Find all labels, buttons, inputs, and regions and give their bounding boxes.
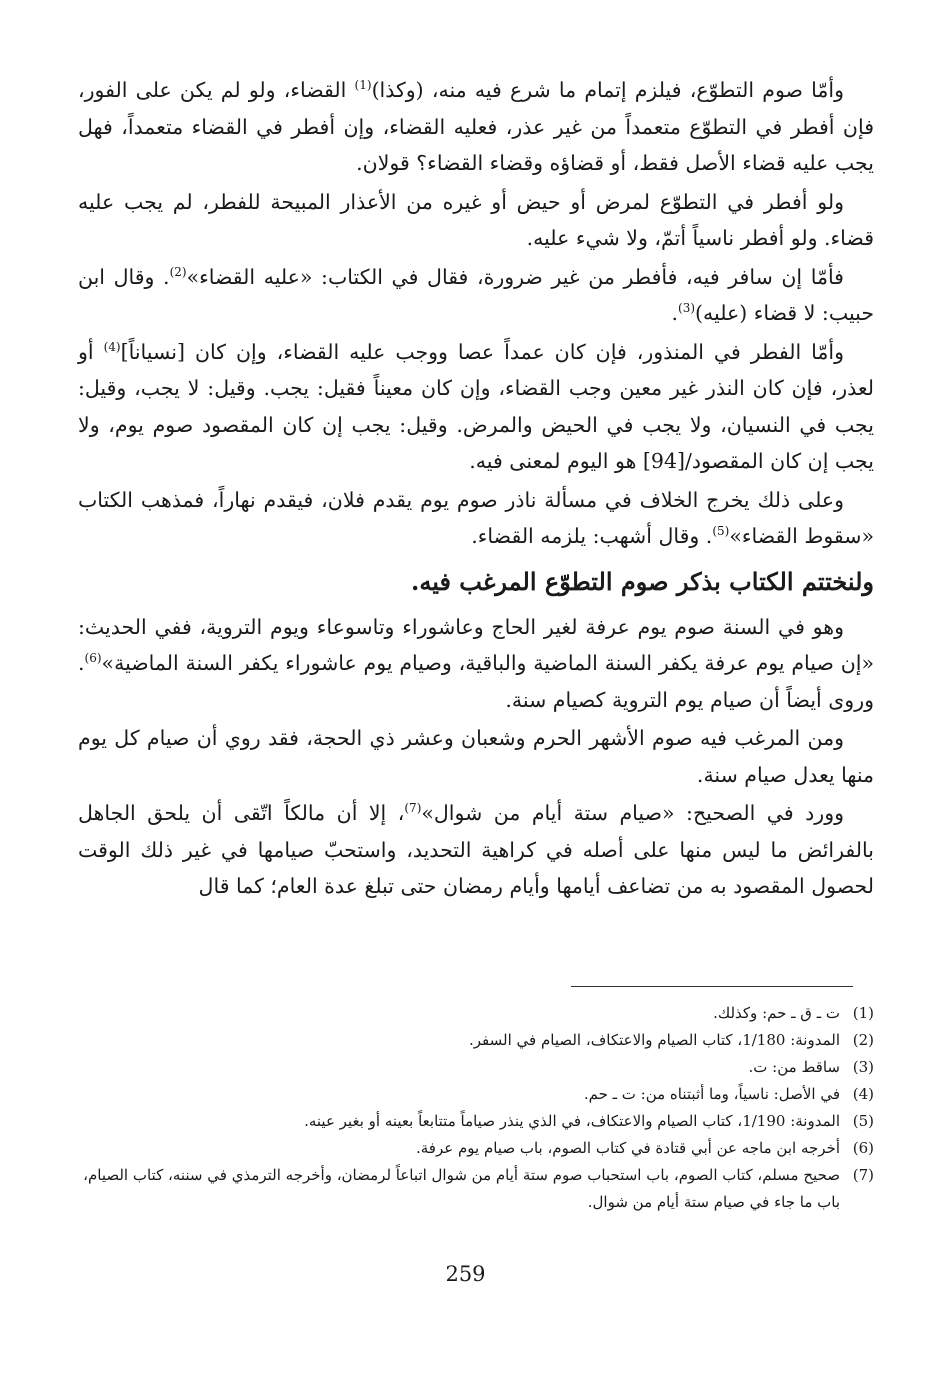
paragraph-2: ولو أفطر في التطوّع لمرض أو حيض أو غيره من الأعذار المبيحة للفطر، لم يجب عليه قضاء. ولو أفطر ناسياً أتمّ، ولا شيء عليه.	[78, 189, 874, 250]
footnote-5: (5) المدونة: 1/190، كتاب الصيام والاعتكاف، في الذي ينذر صياماً متتابعاً بعينه أو بغير عينه.	[304, 1112, 874, 1130]
footnote-ref-1: (1)	[354, 78, 372, 93]
footnotes	[78, 1000, 874, 1216]
footnote-4: (4) في الأصل: ناسياً، وما أثبتناه من: ت ـ حم.	[583, 1085, 874, 1103]
footnote-ref-5: (5)	[712, 524, 730, 539]
paragraph-1: وأمّا صوم التطوّع، فيلزم إتمام ما شرع فيه منه، (وكذا)$^{(1)}$ القضاء، ولو لم يكن على الفور، فإن أفطر في التطوّع متعمداً من غير عذر، فعليه القضاء، وإن أفطر في القضاء متعمداً، فهل يجب عليه قضاء الأصل فقط، أو قضاؤه وقضاء القضاء؟ قولان.	[78, 78, 874, 175]
page-number: 259	[445, 1262, 486, 1286]
footnote-7: (7) صحيح مسلم، كتاب الصوم، باب استحباب صوم ستة أيام من شوال اتباعاً لرمضان، وأخرجه الترمذي في سننه، كتاب الصيام، باب ما جاء في صيام ستة أيام من شوال.	[83, 1166, 874, 1211]
paragraph-5: وعلى ذلك يخرج الخلاف في مسألة ناذر صوم يوم يقدم فلان، فيقدم نهاراً، فمذهب الكتاب «سقوط القضاء»$^{(5)}$. وقال أشهب: يلزمه القضاء.	[78, 487, 874, 548]
footnote-ref-7: (7)	[404, 801, 422, 816]
footnote-ref-4: (4)	[103, 339, 121, 354]
footnote-ref-3: (3)	[678, 301, 696, 316]
footnote-1: (1) ت ـ ق ـ حم: وكذلك.	[713, 1004, 874, 1022]
paragraph-4: وأمّا الفطر في المنذور، فإن كان عمداً عصا ووجب عليه القضاء، وإن كان [نسياناً]$^{(4)}$ أو لعذر، فإن كان النذر غير معين وجب القضاء، وإن كان معيناً فقيل: يجب. وقيل: لا يجب، وقيل: يجب في النسيان، ولا يجب في الحيض والمرض. وقيل: يجب إن كان المقصود صوم يوم، ولا يجب إن كان المقصود/[94] هو اليوم لمعنى فيه.	[78, 339, 874, 473]
footnote-ref-2: (2)	[169, 264, 187, 279]
paragraph-3: فأمّا إن سافر فيه، فأفطر من غير ضرورة، فقال في الكتاب: «عليه القضاء»$^{(2)}$. وقال ابن حبيب: لا قضاء (عليه)$^{(3)}$.	[78, 264, 874, 325]
paragraph-8: وورد في الصحيح: «صيام ستة أيام من شوال»$^{(7)}$، إلا أن مالكاً اتّقى أن يلحق الجاهل بالفرائض ما ليس منها على أصله في كراهية التحديد، واستحبّ صيامها في غير ذلك الوقت لحصول المقصود به من تضاعف أيامها وأيام رمضان حتى تبلغ عدة العام؛ كما قال	[78, 801, 874, 898]
footnote-2: (2) المدونة: 1/180، كتاب الصيام والاعتكاف، الصيام في السفر.	[469, 1031, 874, 1049]
footnote-separator	[571, 986, 853, 987]
paragraph-7: ومن المرغب فيه صوم الأشهر الحرم وشعبان وعشر ذي الحجة، فقد روي أن صيام كل يوم منها يعدل صيام سنة.	[78, 726, 874, 787]
section-heading: ولنختتم الكتاب بذكر صوم التطوّع المرغب فيه.	[411, 566, 874, 596]
footnote-6: (6) أخرجه ابن ماجه عن أبي قتادة في كتاب الصوم، باب صيام يوم عرفة.	[415, 1139, 874, 1157]
footnote-3: (3) ساقط من: ت.	[748, 1058, 874, 1076]
footnote-ref-6: (6)	[84, 651, 102, 666]
main-text	[78, 72, 874, 907]
paragraph-6: وهو في السنة صوم يوم عرفة لغير الحاج وعاشوراء وتاسوعاء ويوم التروية، ففي الحديث: «إن صيام يوم عرفة يكفر السنة الماضية والباقية، وصيام يوم عاشوراء يكفر السنة الماضية»$^{(6)}$. وروى أيضاً أن صيام يوم التروية كصيام سنة.	[78, 614, 874, 712]
